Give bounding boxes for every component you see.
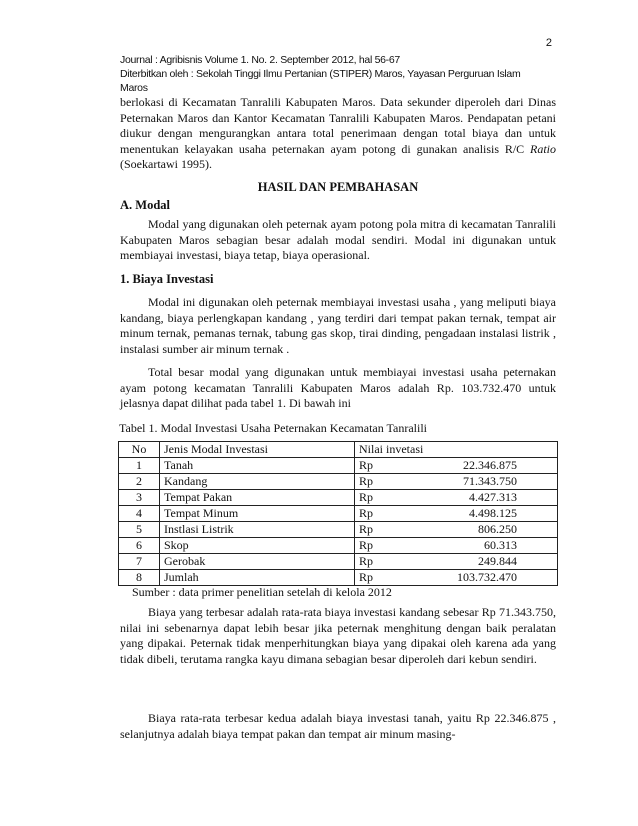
row-item-name: Tempat Minum bbox=[160, 506, 355, 522]
table-row bbox=[119, 538, 558, 554]
row-number: 2 bbox=[119, 474, 160, 490]
row-value: 4.427.313 bbox=[391, 490, 558, 506]
row-item-name: Skop bbox=[160, 538, 355, 554]
table-row bbox=[119, 522, 558, 538]
journal-header-line: Maros bbox=[120, 82, 148, 94]
row-value: 249.844 bbox=[391, 554, 558, 570]
tanah-paragraph bbox=[120, 711, 556, 742]
row-number: 8 bbox=[119, 570, 160, 586]
row-item-name: Jumlah bbox=[160, 570, 355, 586]
row-currency: Rp bbox=[355, 458, 392, 474]
row-item-name: Instlasi Listrik bbox=[160, 522, 355, 538]
intro-text: berlokasi di Kecamatan Tanralili Kabupaten Maros. Data sekunder diperoleh dari Dinas Peternakan Maros dan Kantor Kecamatan Tanralili Kabupaten Maros. Pendapatan petani diukur dengan mengurangkan antara total penerimaan dengan total biaya dan untuk menentukan kelayakan usaha peternakan ayam potong di gunakan analisis R/C bbox=[120, 95, 556, 156]
row-value: 806.250 bbox=[391, 522, 558, 538]
table-row bbox=[119, 458, 558, 474]
section-title: HASIL DAN PEMBAHASAN bbox=[257, 180, 419, 194]
row-number: 4 bbox=[119, 506, 160, 522]
row-number: 7 bbox=[119, 554, 160, 570]
row-currency: Rp bbox=[355, 570, 392, 586]
modal-paragraph bbox=[120, 217, 556, 264]
table-header-cell: Nilai invetasi bbox=[355, 442, 558, 458]
investasi-paragraph-2-text: Total besar modal yang digunakan untuk membiayai investasi usaha peternakan ayam potong kecamatan Tanralili Kabupaten Maros adalah Rp. 103.732.470 untuk jelasnya dapat dilihat pada tabel 1. Di bawah ini bbox=[120, 365, 556, 410]
row-value: 71.343.750 bbox=[391, 474, 558, 490]
row-number: 1 bbox=[119, 458, 160, 474]
kandang-paragraph-text: Biaya yang terbesar adalah rata-rata biaya investasi kandang sebesar Rp 71.343.750, nilai ini sebenarnya dapat lebih besar jika peternak menghitung dengan baik peralatan yang dipakai. Peternak tidak menperhitungkan biaya yang dipakai oleh karena ada yang tidak dibeli, terutama rangka kayu dimana sebagian besar diperoleh dari kebun sendiri. bbox=[120, 605, 556, 666]
subsection-title-biaya-investasi: 1. Biaya Investasi bbox=[120, 272, 214, 286]
row-currency: Rp bbox=[355, 506, 392, 522]
row-number: 3 bbox=[119, 490, 160, 506]
table-row bbox=[119, 506, 558, 522]
row-currency: Rp bbox=[355, 474, 392, 490]
table-row bbox=[119, 474, 558, 490]
intro-paragraph bbox=[120, 95, 556, 173]
row-currency: Rp bbox=[355, 538, 392, 554]
table-source: Sumber : data primer penelitian setelah di kelola 2012 bbox=[132, 585, 392, 599]
row-item-name: Tanah bbox=[160, 458, 355, 474]
subsection-title-modal: A. Modal bbox=[120, 198, 170, 212]
tanah-paragraph-text: Biaya rata-rata terbesar kedua adalah biaya investasi tanah, yaitu Rp 22.346.875 , selanjutnya adalah biaya tempat pakan dan tempat air minum masing- bbox=[120, 711, 556, 741]
table-row-total bbox=[119, 570, 558, 586]
table-header-row bbox=[119, 442, 558, 458]
investment-table bbox=[118, 441, 558, 586]
journal-header bbox=[120, 53, 580, 95]
row-item-name: Gerobak bbox=[160, 554, 355, 570]
row-number: 5 bbox=[119, 522, 160, 538]
row-value: 22.346.875 bbox=[391, 458, 558, 474]
table-row bbox=[119, 490, 558, 506]
row-value: 4.498.125 bbox=[391, 506, 558, 522]
table-header-cell: Jenis Modal Investasi bbox=[160, 442, 355, 458]
row-value: 60.313 bbox=[391, 538, 558, 554]
investasi-paragraph-1 bbox=[120, 295, 556, 357]
table-caption: Tabel 1. Modal Investasi Usaha Peternakan Kecamatan Tanralili bbox=[119, 421, 427, 435]
kandang-paragraph bbox=[120, 605, 556, 667]
row-currency: Rp bbox=[355, 554, 392, 570]
row-value: 103.732.470 bbox=[391, 570, 558, 586]
investasi-paragraph-1-text: Modal ini digunakan oleh peternak membiayai investasi usaha , yang meliputi biaya kandang, biaya perlengkapan kandang , yang terdiri dari tempat pakan ternak, tempat air minum ternak, pemanas ternak, tabung gas skop, tirai dinding, pengadaan instalasi listrik , instalasi sumber air minum ternak . bbox=[120, 295, 556, 356]
journal-header-line: Journal : Agribisnis Volume 1. No. 2. September 2012, hal 56-67 bbox=[120, 54, 400, 66]
row-item-name: Tempat Pakan bbox=[160, 490, 355, 506]
investasi-paragraph-2 bbox=[120, 365, 556, 412]
row-currency: Rp bbox=[355, 522, 392, 538]
row-item-name: Kandang bbox=[160, 474, 355, 490]
table-row bbox=[119, 554, 558, 570]
table-header-cell: No bbox=[119, 442, 160, 458]
page-number: 2 bbox=[545, 37, 552, 49]
intro-citation: (Soekartawi 1995). bbox=[120, 157, 212, 171]
modal-paragraph-text: Modal yang digunakan oleh peternak ayam potong pola mitra di kecamatan Tanralili Kabupaten Maros sebagian besar adalah modal sendiri. Modal ini digunakan untuk membiayai investasi, biaya tetap, biaya operasional. bbox=[120, 217, 556, 262]
journal-header-line: Diterbitkan oleh : Sekolah Tinggi Ilmu Pertanian (STIPER) Maros, Yayasan Perguruan Islam bbox=[120, 68, 521, 80]
row-number: 6 bbox=[119, 538, 160, 554]
row-currency: Rp bbox=[355, 490, 392, 506]
intro-ratio-word: Ratio bbox=[530, 141, 556, 156]
